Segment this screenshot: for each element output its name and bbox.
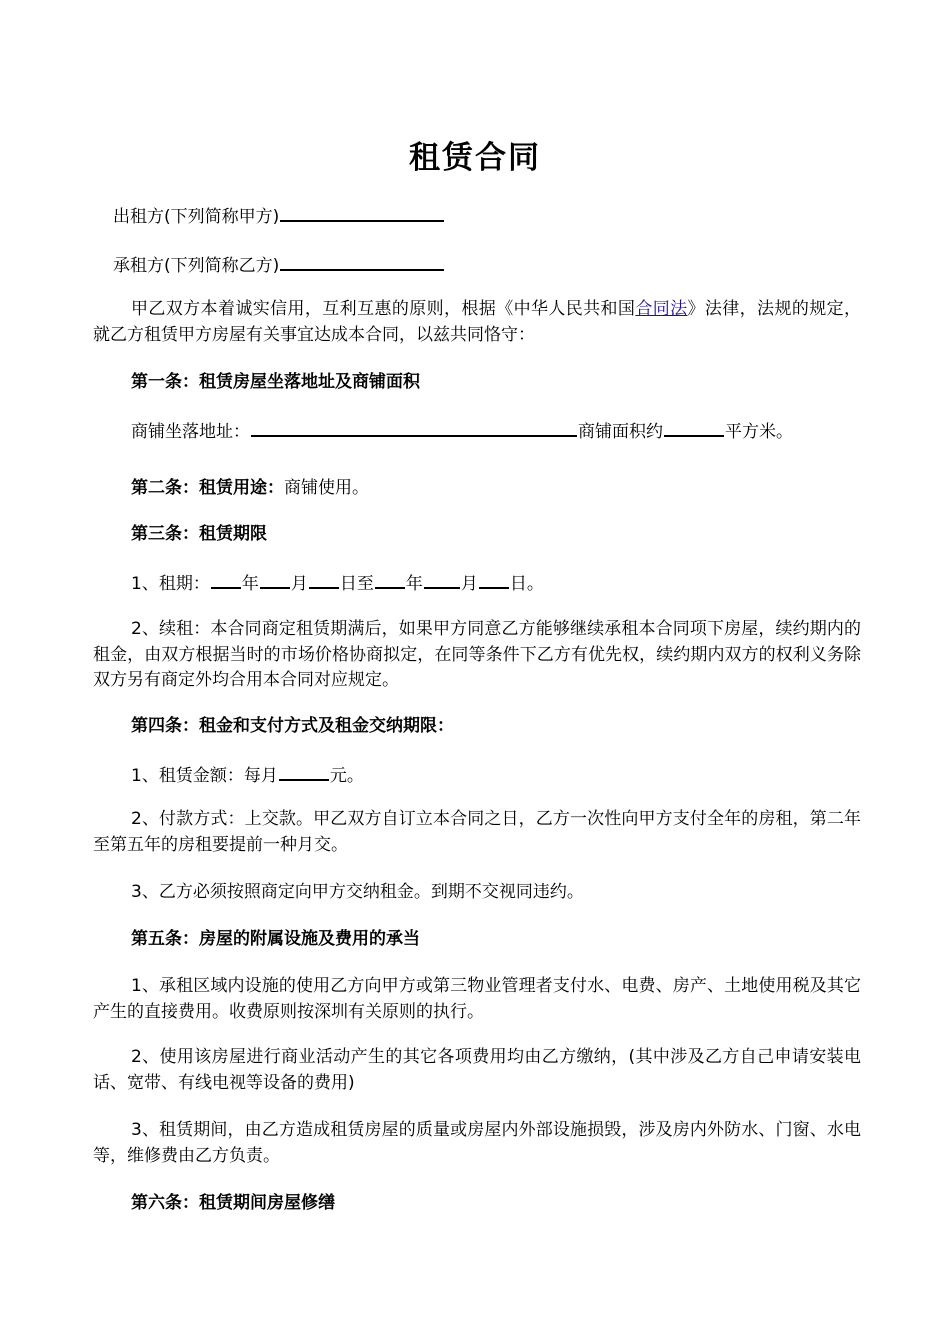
- lessee-line: [113, 251, 881, 279]
- rent-rule: 3、乙方必须按照商定向甲方交纳租金。到期不交视同违约。: [131, 882, 584, 902]
- contract-law-link[interactable]: 合同法: [635, 299, 688, 319]
- other-fees-paragraph: 2、使用该房屋进行商业活动产生的其它各项费用均由乙方缴纳，(其中涉及乙方自己申请安装电话、宽带、有线电视等设备的费用): [93, 1047, 861, 1093]
- repair-paragraph: 3、租赁期间，由乙方造成租赁房屋的质量或房屋内外部设施损毁，涉及房内外防水、门窗、水电等，维修费由乙方负责。: [93, 1120, 861, 1166]
- address-label: 商铺坐落地址：: [131, 422, 250, 442]
- payment-paragraph: 2、付款方式：上交款。甲乙双方自订立本合同之日，乙方一次性向甲方支付全年的房租，第二年至第五年的房租要提前一种月交。: [93, 809, 861, 855]
- lessee-label: 承租方(下列简称乙方): [113, 256, 280, 276]
- rent-line: [131, 761, 899, 789]
- lessor-blank[interactable]: [280, 202, 444, 222]
- start-month-blank[interactable]: [260, 569, 290, 589]
- address-blank[interactable]: [251, 417, 577, 437]
- lessee-blank[interactable]: [280, 251, 444, 271]
- start-day-blank[interactable]: [309, 569, 339, 589]
- year-label: 年: [405, 574, 423, 594]
- page-title: 租赁合同: [409, 140, 541, 176]
- article4-heading: 第四条：租金和支付方式及租金交纳期限：: [131, 716, 454, 736]
- area-blank[interactable]: [664, 417, 724, 437]
- end-month-blank[interactable]: [424, 569, 460, 589]
- article1-heading: 第一条：租赁房屋坐落地址及商铺面积: [131, 372, 420, 392]
- intro-paragraph: [93, 297, 861, 348]
- article6-heading: 第六条：租赁期间房屋修缮: [131, 1193, 335, 1213]
- month-label: 月: [460, 574, 478, 594]
- article2-text: 商铺使用。: [284, 478, 369, 498]
- intro-part1: 甲乙双方本着诚实信用，互利互惠的原则，根据《中华人民共和国: [131, 299, 636, 319]
- day-to-label: 日至: [339, 574, 374, 594]
- day-end-label: 日。: [509, 574, 544, 594]
- renewal-paragraph: 2、续租：本合同商定租赁期满后，如果甲方同意乙方能够继续承租本合同项下房屋，续约期内的租金，由双方根据当时的市场价格协商拟定，在同等条件下乙方有优先权，续约期内双方的权利义务除双方另有商定外均合用本合同对应规定。: [93, 619, 861, 690]
- article2-heading: 第二条：租赁用途：: [131, 478, 284, 498]
- month-label: 月: [290, 574, 308, 594]
- article3-heading: 第三条：租赁期限: [131, 524, 267, 544]
- article2-line: [131, 476, 899, 501]
- end-year-blank[interactable]: [375, 569, 405, 589]
- year-label: 年: [241, 574, 259, 594]
- term-prefix: 1、租期：: [131, 574, 210, 594]
- area-unit: 平方米。: [725, 422, 793, 442]
- address-line: [131, 417, 899, 445]
- intro-part2: 》法律，法规的规定，就乙方租赁甲方房屋有关事宜达成本合同，以兹共同恪守：: [93, 299, 862, 345]
- article5-heading: 第五条：房屋的附属设施及费用的承当: [131, 929, 420, 949]
- rent-prefix: 1、租赁金额：每月: [131, 766, 278, 786]
- lessor-label: 出租方(下列简称甲方): [113, 207, 280, 227]
- end-day-blank[interactable]: [479, 569, 509, 589]
- rent-blank[interactable]: [279, 761, 329, 781]
- rent-unit: 元。: [329, 766, 364, 786]
- area-label: 商铺面积约: [578, 422, 663, 442]
- facility-fees-paragraph: 1、承租区域内设施的使用乙方向甲方或第三物业管理者支付水、电费、房产、土地使用税及其它产生的直接费用。收费原则按深圳有关原则的执行。: [93, 976, 861, 1022]
- term-line: [131, 569, 899, 597]
- lessor-line: [113, 202, 881, 230]
- start-year-blank[interactable]: [211, 569, 241, 589]
